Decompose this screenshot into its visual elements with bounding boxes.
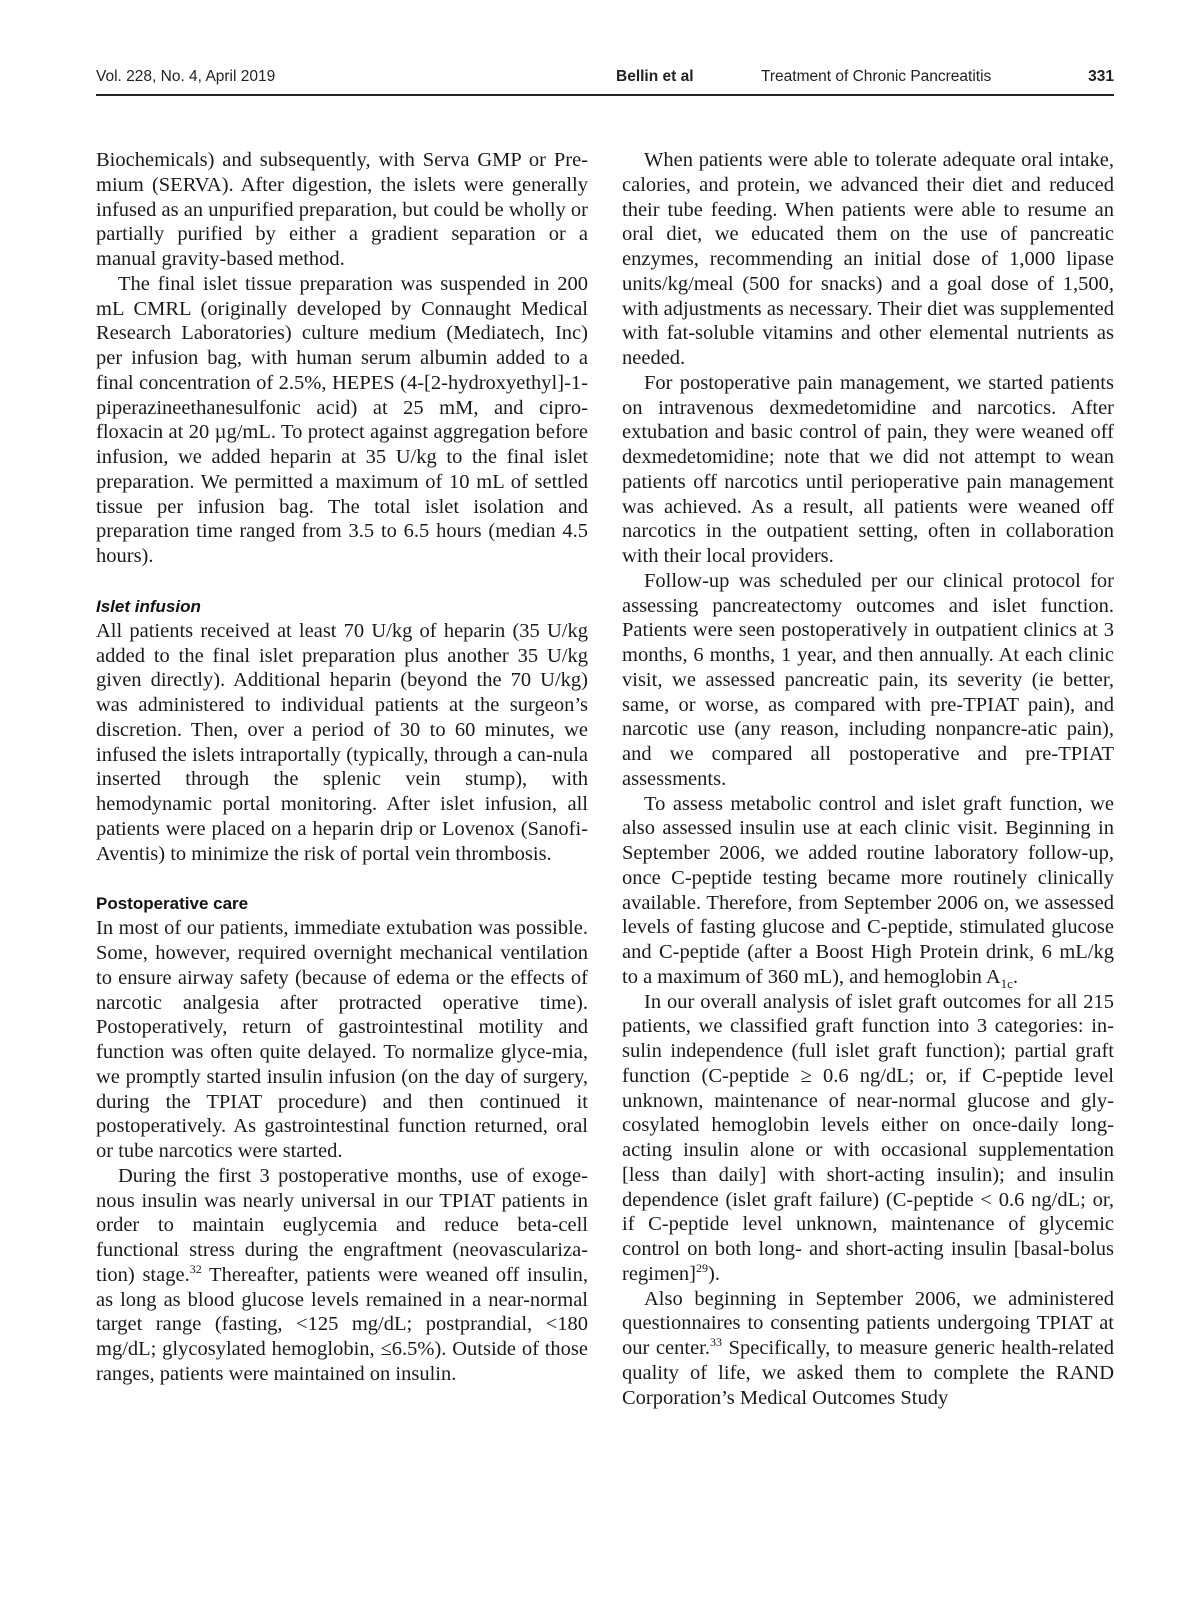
journal-volume: Vol. 228, No. 4, April 2019 xyxy=(96,68,276,85)
right-column xyxy=(622,148,1114,1410)
paragraph: During the first 3 postoperative months, use of exoge-nous insulin was nearly universal in our TPIAT patients in order to maintain euglycemia and reduce beta-cell functional stress during the engraftment (neovasculariza-tion) stage.$^{32}$ Thereafter, patients were weaned off insulin, as long as blood glucose levels remained in a near-normal target range (fasting, <125 mg/dL; postprandial, <180 mg/dL; glycosylated hemoglobin, ≤6.5%). Outside of those ranges, patients were maintained on insulin. xyxy=(96,1164,588,1385)
subscript: 1c xyxy=(1000,975,1013,991)
citation-ref: 32 xyxy=(189,1261,202,1276)
paragraph: In our overall analysis of islet graft outcomes for all 215 patients, we classified graft function into 3 categories: in-sulin independence (full islet graft function); partial graft function (C-peptide ≥ 0.6 ng/dL; or, if C-peptide level unknown, maintenance of near-normal glucose and gly-cosylated hemoglobin levels either on once-daily long-acting insulin alone or with occasional supplementation [less than daily] with short-acting insulin); and insulin dependence (islet graft failure) (C-peptide < 0.6 ng/dL; or, if C-peptide level unknown, maintenance of glycemic control on both long- and short-acting insulin [basal-bolus regimen]$^{29}$). xyxy=(622,990,1114,1285)
paragraph: To assess metabolic control and islet graft function, we also assessed insulin use at each clinic visit. Beginning in September 2006, we added routine laboratory follow-up, once C-peptide testing became more routinely clinically available. Therefore, from September 2006 on, we assessed levels of fasting glucose and C-peptide, stimulated glucose and C-peptide (after a Boost High Protein drink, 6 mL/kg to a maximum of 360 mL), and hemoglobin $A_{1c}$. xyxy=(622,792,1114,991)
citation-ref: 33 xyxy=(710,1335,722,1349)
section-heading-postoperative-care: Postoperative care xyxy=(96,894,249,914)
section-heading-islet-infusion: Islet infusion xyxy=(96,596,201,616)
left-column xyxy=(96,148,588,1387)
page-number: 331 xyxy=(1088,68,1114,85)
running-authors: Bellin et al xyxy=(616,68,694,85)
paragraph: Also beginning in September 2006, we administered questionnaires to consenting patients undergoing TPIAT at our center.$^{33}$ Specifically, to measure generic health-related quality of life, we asked them to complete the RAND Corporation’s Medical Outcomes Study xyxy=(622,1287,1114,1409)
paragraph: Follow-up was scheduled per our clinical protocol for assessing pancreatectomy outcomes and islet function. Patients were seen postoperatively in outpatient clinics at 3 months, 6 months, 1 year, and then annually. At each clinic visit, we assessed pancreatic pain, its severity (ie better, same, or worse, as compared with pre-TPIAT pain), and narcotic use (any reason, including nonpancre-atic pain), and we compared all postoperative and pre-TPIAT assessments. xyxy=(622,569,1114,790)
citation-ref: 29 xyxy=(696,1260,708,1275)
paragraph: When patients were able to tolerate adequate oral intake, calories, and protein, we advanced their diet and reduced their tube feeding. When patients were able to resume an oral diet, we educated them on the use of pancreatic enzymes, recommending an initial dose of 1,000 lipase units/kg/meal (500 for snacks) and a goal dose of 1,500, with adjustments as necessary. Their diet was supplemented with fat-soluble vitamins and other elemental nutrients as needed. xyxy=(622,149,1114,369)
paragraph: The final islet tissue preparation was suspended in 200 mL CMRL (originally developed by Connaught Medical Research Laboratories) culture medium (Mediatech, Inc) per infusion bag, with human serum albumin added to a final concentration of 2.5%, HEPES (4-[2-hydroxyethyl]-1-piperazineethanesulfonic acid) at 25 mM, and cipro-floxacin at 20 µg/mL. To protect against aggregation before infusion, we added heparin at 35 U/kg to the final islet preparation. We permitted a maximum of 10 mL of settled tissue per infusion bag. The total islet isolation and preparation time ranged from 3.5 to 6.5 hours (median 4.5 hours). xyxy=(96,272,588,567)
paragraph: All patients received at least 70 U/kg of heparin (35 U/kg added to the final islet preparation plus another 35 U/kg given directly). Additional heparin (beyond the 70 U/kg) was administered to individual patients at the surgeon’s discretion. Then, over a period of 30 to 60 minutes, we infused the islets intraportally (typically, through a can-nula inserted through the splenic vein stump), with hemodynamic portal monitoring. After islet infusion, all patients were placed on a heparin drip or Lovenox (Sanofi-Aventis) to minimize the risk of portal vein thrombosis. xyxy=(96,619,588,865)
running-title: Treatment of Chronic Pancreatitis xyxy=(761,68,992,85)
paragraph: For postoperative pain management, we started patients on intravenous dexmedetomidine and narcotics. After extubation and basic control of pain, they were weaned off dexmedetomidine; note that we did not attempt to wean patients off narcotics until perioperative pain management was achieved. As a result, all patients were weaned off narcotics in the outpatient setting, often in collaboration with their local providers. xyxy=(622,371,1114,567)
running-header xyxy=(96,64,1114,96)
paragraph: Biochemicals) and subsequently, with Serva GMP or Pre-mium (SERVA). After digestion, the islets were generally infused as an unpurified preparation, but could be wholly or partially purified by either a gradient separation or a manual gravity-based method. xyxy=(96,149,588,270)
paragraph: In most of our patients, immediate extubation was possible. Some, however, required overnight mechanical ventilation to ensure airway safety (because of edema or the effects of narcotic analgesia after protracted operative time). Postoperatively, return of gastrointestinal motility and function was often quite delayed. To normalize glyce-mia, we promptly started insulin infusion (on the day of surgery, during the TPIAT procedure) and then continued it postoperatively. As gastrointestinal function returned, oral or tube narcotics were started. xyxy=(96,917,588,1162)
